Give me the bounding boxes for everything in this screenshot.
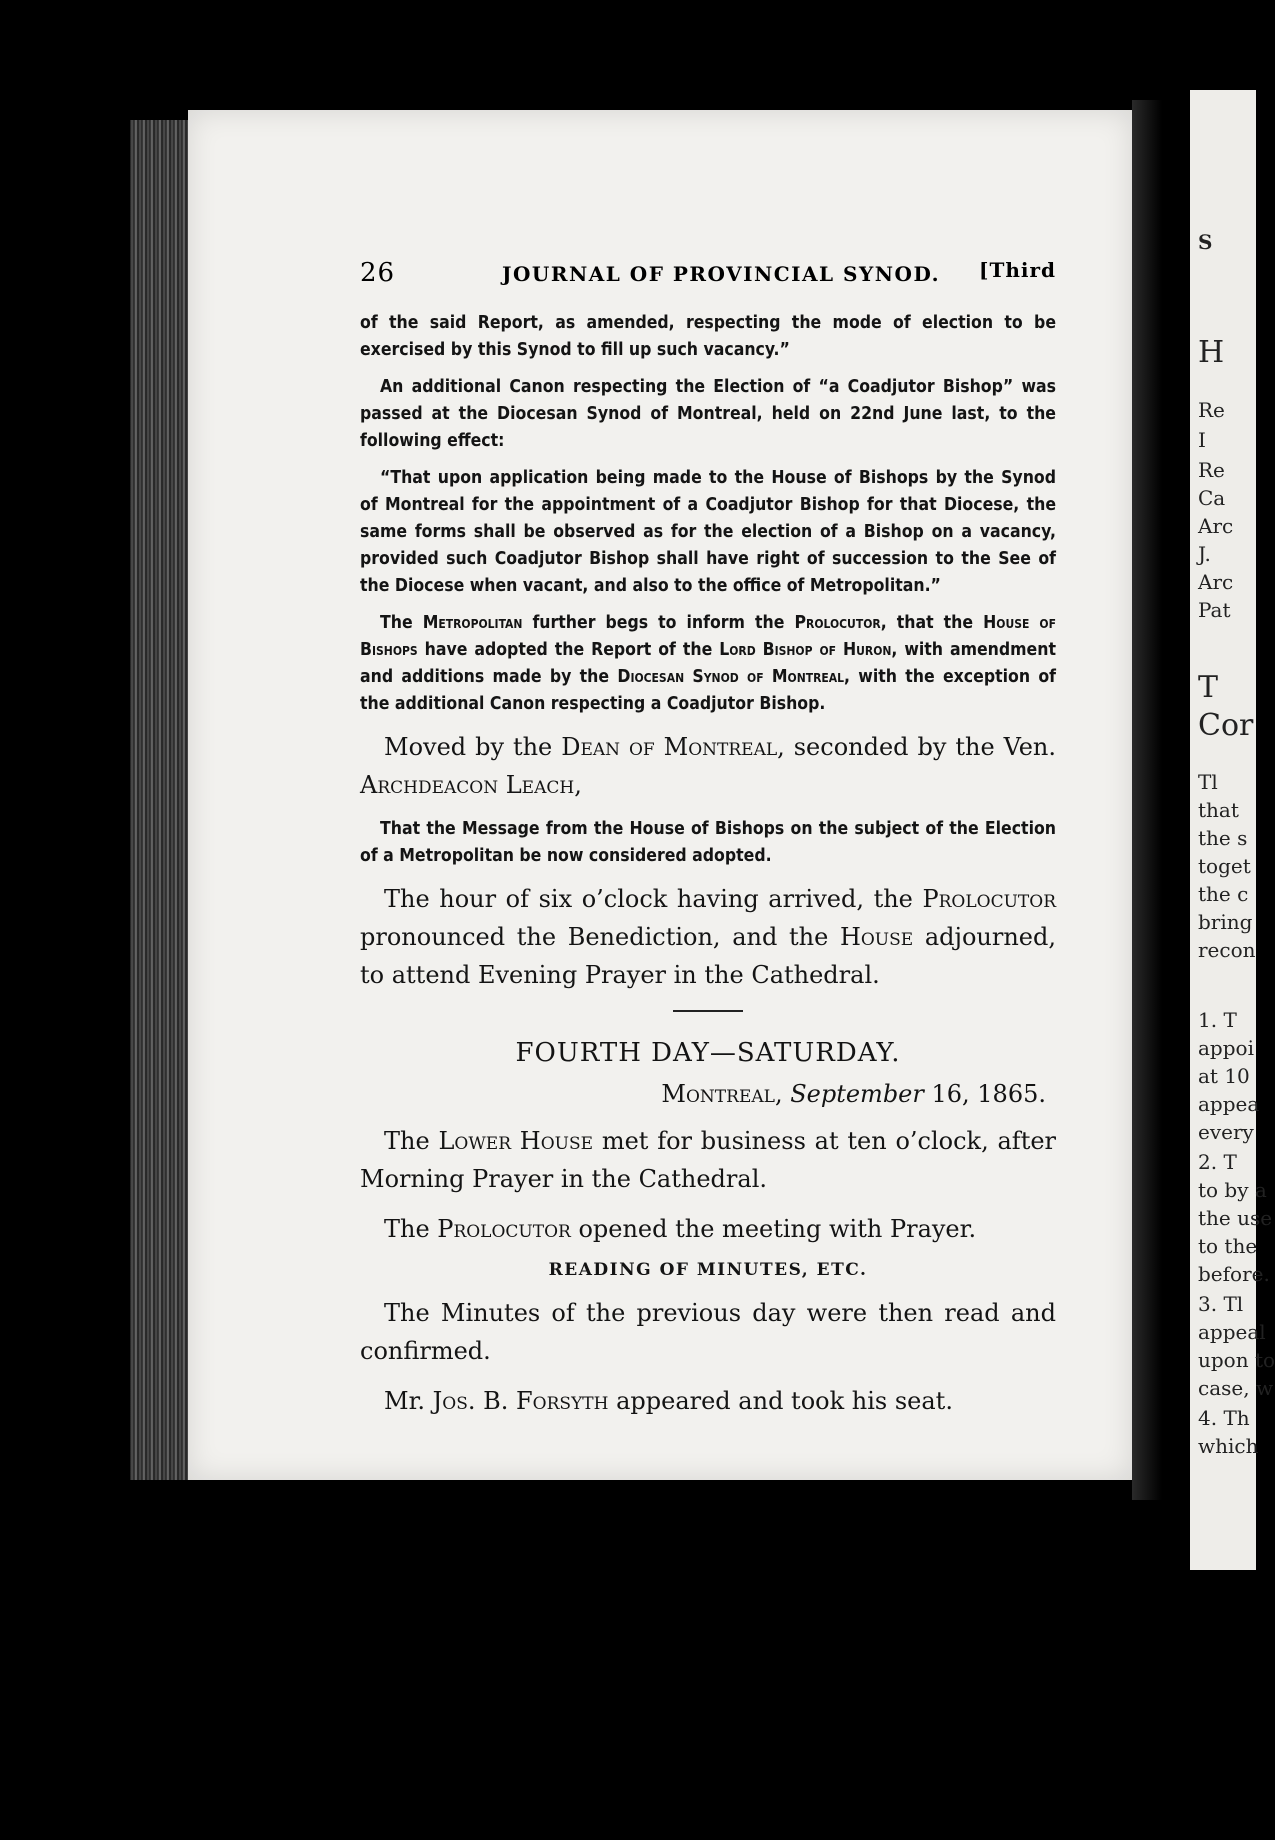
- sub-heading: READING OF MINUTES, ETC.: [548, 1260, 868, 1280]
- page-number: 26: [360, 258, 396, 288]
- text-run: The: [384, 1127, 439, 1155]
- page-body: [360, 310, 1056, 1432]
- facing-line: to the: [1198, 1234, 1258, 1258]
- motion-line: [360, 728, 1056, 804]
- facing-line: every: [1198, 1120, 1254, 1144]
- facing-line: recon: [1198, 938, 1256, 962]
- facing-line: which: [1198, 1434, 1259, 1458]
- facing-page: [1190, 90, 1275, 1570]
- facing-line: before.: [1198, 1262, 1270, 1286]
- facing-line: the s: [1198, 826, 1248, 850]
- facing-line: at 10: [1198, 1064, 1250, 1088]
- facing-line: case, w: [1198, 1376, 1274, 1400]
- text-run: , seconded by the Ven.: [777, 733, 1057, 761]
- facing-line: appeal: [1198, 1320, 1266, 1344]
- diocesan-synod: Diocesan Synod of Montreal: [617, 667, 845, 687]
- page-header: [360, 258, 1056, 292]
- text-run: met for business at ten o’clock, after Morning Prayer in the Cathedral.: [360, 1127, 1057, 1193]
- text-run: appeared and took his seat.: [608, 1387, 953, 1415]
- text-run: pronounced the Benediction, and the: [360, 923, 840, 951]
- dateline: [360, 1080, 1056, 1108]
- paragraph: of the said Report, as amended, respecting the mode of election to be exercised by this Synod to fill up such vacancy.”: [360, 313, 1056, 360]
- facing-line: Pat: [1198, 598, 1231, 622]
- facing-line: upon to: [1198, 1348, 1275, 1372]
- text-run: Moved by the: [384, 733, 562, 761]
- text-run: The hour of six o’clock having arrived, the: [384, 885, 923, 913]
- text-run: , with amendment and additions made by the: [360, 640, 1056, 687]
- text-run: , that the: [880, 613, 984, 633]
- section-divider: [673, 1010, 743, 1012]
- facing-line: S: [1198, 230, 1213, 254]
- house: House: [839, 923, 914, 951]
- book-page-edges: [130, 120, 190, 1480]
- facing-line: the use: [1198, 1206, 1273, 1230]
- facing-line: that: [1198, 798, 1239, 822]
- facing-line: 3. Tl: [1198, 1292, 1244, 1316]
- text-run: , with the exception of the additional Canon respecting a Coadjutor Bishop.: [360, 667, 1056, 714]
- lower-house: Lower House: [438, 1127, 594, 1155]
- running-title: JOURNAL OF PROVINCIAL SYNOD.: [502, 262, 941, 286]
- facing-line: 2. T: [1198, 1150, 1237, 1174]
- paragraph: The Minutes of the previous day were then read and confirmed.: [360, 1299, 1056, 1365]
- metropolitan: Metropolitan: [422, 613, 523, 633]
- book-gutter: [1132, 100, 1162, 1500]
- facing-line: Re: [1198, 398, 1225, 422]
- paragraph: [360, 610, 1056, 718]
- facing-line: bring: [1198, 910, 1253, 934]
- facing-line: I: [1198, 428, 1206, 452]
- facing-line: appea: [1198, 1092, 1260, 1116]
- archdeacon-leach: Archdeacon Leach: [360, 771, 575, 799]
- running-head-right: [Third: [978, 258, 1056, 282]
- paragraph: [360, 1122, 1056, 1198]
- text-run: adjourned, to attend Evening Prayer in the Cathedral.: [360, 923, 1056, 989]
- facing-line: 4. Th: [1198, 1406, 1250, 1430]
- text-run: Mr.: [384, 1387, 433, 1415]
- text-run: have adopted the Report of the: [417, 640, 720, 660]
- facing-line: Arc: [1198, 570, 1234, 594]
- day-heading: FOURTH DAY—SATURDAY.: [515, 1038, 901, 1068]
- facing-line: appoi: [1198, 1036, 1254, 1060]
- prolocutor: Prolocutor: [437, 1215, 571, 1243]
- prolocutor: Prolocutor: [794, 613, 881, 633]
- paragraph: An additional Canon respecting the Election of “a Coadjutor Bishop” was passed at the Diocesan Synod of Montreal, held on 22nd June last, to the following effect:: [360, 377, 1056, 451]
- dateline-place: Montreal: [661, 1080, 775, 1108]
- facing-line: the c: [1198, 882, 1249, 906]
- quoted-canon: “That upon application being made to the House of Bishops by the Synod of Montreal for the appointment of a Coadjutor Bishop for that Diocese, the same forms shall be observed as for the election of a Bishop on a vacancy, provided such Coadjutor Bishop shall have right of succession to the See of the Diocese when vacant, and also to the office of Metropolitan.”: [360, 468, 1056, 596]
- facing-line: Re: [1198, 458, 1225, 482]
- facing-line: Cor: [1198, 708, 1254, 743]
- facing-line: to by a: [1198, 1178, 1267, 1202]
- facing-line: toget: [1198, 854, 1251, 878]
- paragraph: [360, 1382, 1056, 1420]
- facing-line: T: [1198, 670, 1219, 705]
- facing-line: Ca: [1198, 486, 1226, 510]
- facing-line: H: [1198, 335, 1225, 370]
- dateline-month: September: [790, 1080, 924, 1108]
- lord-bishop-of-huron: Lord Bishop of Huron: [719, 640, 892, 660]
- text-run: ,: [574, 771, 582, 799]
- facing-line: Arc: [1198, 514, 1234, 538]
- paragraph: [360, 880, 1056, 994]
- facing-line: J.: [1198, 542, 1211, 566]
- dean-of-montreal: Dean of Montreal: [561, 733, 778, 761]
- text-run: opened the meeting with Prayer.: [570, 1215, 977, 1243]
- text-run: The: [384, 1215, 438, 1243]
- paragraph: [360, 1210, 1056, 1248]
- text-run: The: [380, 613, 423, 633]
- motion-text: That the Message from the House of Bishops on the subject of the Election of a Metropolitan be now considered adopted.: [360, 819, 1056, 866]
- facing-line: 1. T: [1198, 1008, 1237, 1032]
- text-run: further begs to inform the: [522, 613, 795, 633]
- text-run: ,: [774, 1080, 791, 1108]
- facing-line: Tl: [1198, 770, 1218, 794]
- prolocutor: Prolocutor: [922, 885, 1056, 913]
- house-of-bishops: House of Bishops: [360, 613, 1056, 660]
- member-name: Jos. B. Forsyth: [432, 1387, 609, 1415]
- text-run: 16, 1865.: [923, 1080, 1046, 1108]
